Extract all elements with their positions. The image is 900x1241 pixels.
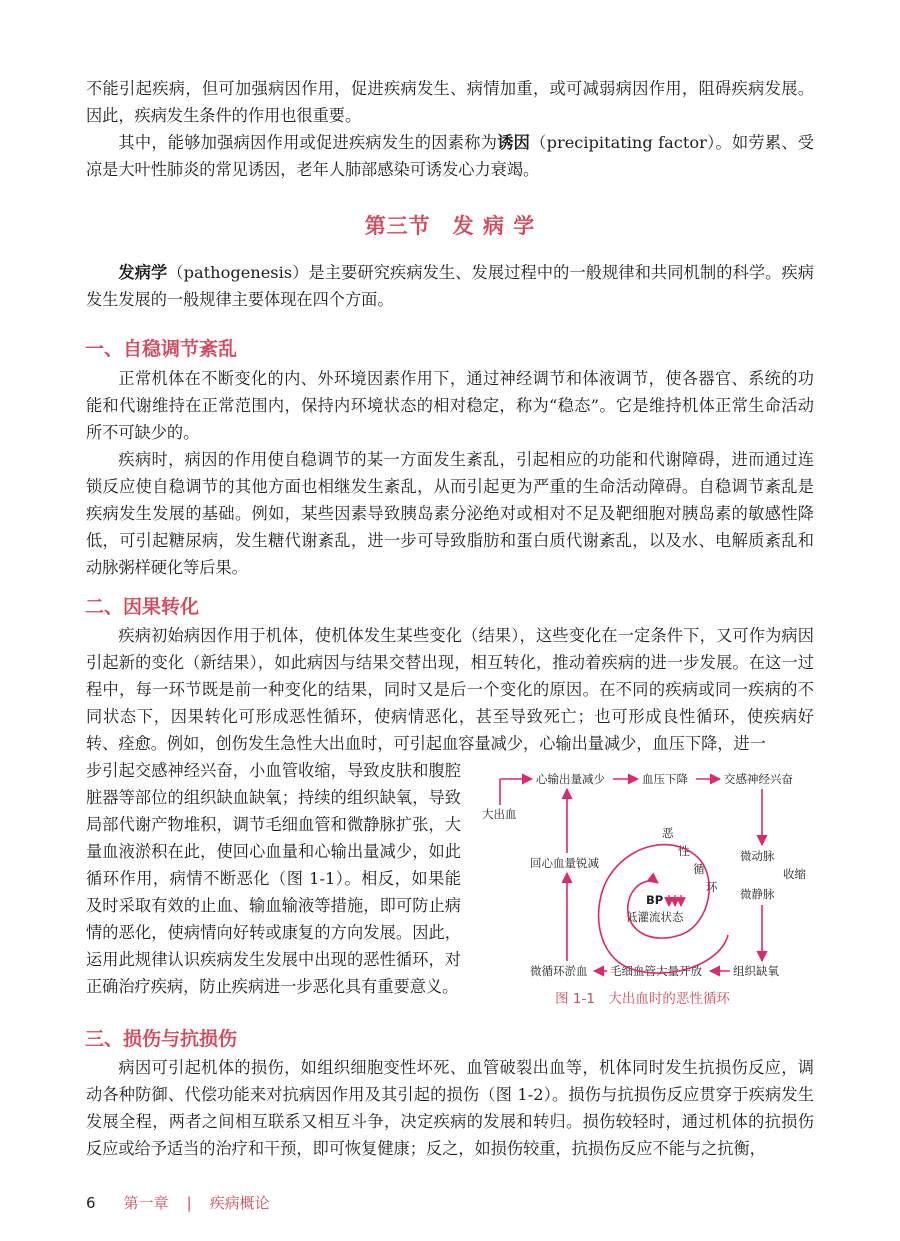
node-bp-drop: 血压下降 <box>642 772 688 786</box>
node-bleeding: 大出血 <box>482 807 517 821</box>
node-hypoxia: 组织缺氧 <box>733 964 779 978</box>
text-run: 其中，能够加强病因作用或促进疾病发生的因素称为 <box>118 133 498 152</box>
node-venules: 微静脉 <box>740 887 775 901</box>
paragraph-precipitating-factor <box>86 129 814 183</box>
node-contract: 收缩 <box>783 867 806 881</box>
paragraph-causality: 疾病初始病因作用于机体，使机体发生某些变化（结果），这些变化在一定条件下，又可作为病因引起新的变化（新结果），如此病因与结果交替出现，相互转化，推动着疾病的进一步发展。在这一过程中，每一环节既是前一种变化的结果，同时又是后一个变化的原因。在不同的疾病或同一疾病的不同状态下，因果转化可形成恶性循环，使病情恶化，甚至导致死亡；也可形成良性循环，使疾病好转、痊愈。例如，创伤发生急性大出血时，可引起血容量减少，心输出量减少，血压下降，进一 <box>86 626 814 753</box>
footer-separator: | <box>186 1194 192 1212</box>
node-micro-stasis: 微循环淤血 <box>530 964 588 978</box>
subsection-heading-causality: 二、因果转化 <box>85 596 200 618</box>
chapter-title: 疾病概论 <box>209 1194 270 1212</box>
keyword-pathogenesis: 发病学 <box>118 263 168 282</box>
node-cardiac-output: 心输出量减少 <box>536 772 605 786</box>
chapter-label: 第一章 <box>123 1194 169 1212</box>
text-run: （pathogenesis）是主要研究疾病发生、发展过程中的一般规律和共同机制的科学。疾病发生发展的一般规律主要体现在四个方面。 <box>86 263 814 309</box>
node-venous-return: 回心血量锐减 <box>530 856 599 870</box>
label-vicious-1: 恶 <box>662 826 674 840</box>
label-vicious-2: 性 <box>678 844 690 858</box>
keyword-precipitating-factor: 诱因 <box>497 133 531 152</box>
bp-down-arrows <box>669 895 681 906</box>
label-low-perfusion: 低灌流状态 <box>626 910 684 924</box>
paragraph-continuation: 不能引起疾病，但可加强病因作用，促进疾病发生、病情加重，或可减弱病因作用，阻碍疾病发展。因此，疾病发生条件的作用也很重要。 <box>86 79 814 125</box>
paragraph-causality-example: 步引起交感神经兴奋，小血管收缩，导致皮肤和腹腔脏器等部位的组织缺血缺氧；持续的组织缺氧，导致局部代谢产物堆积，调节毛细血管和微静脉扩张，大量血液淤积在此，使回心血量和心输出量减少，如此循环作用，病情不断恶化（图 1-1）。相反，如果能及时采取有效的止血、输血输液等措施，即可防止病情的恶化，使病情向好转或康复的方向发展。因此，运用此规律认识疾病发生发展中出现的恶性循环，对正确治疗疾病，防止疾病进一步恶化具有重要意义。 <box>86 761 461 996</box>
vicious-cycle-diagram <box>470 765 815 1005</box>
vicious-cycle-spiral <box>599 845 728 973</box>
label-bp: BP <box>646 893 664 907</box>
section-title: 第三节 发 病 学 <box>364 214 536 238</box>
label-vicious-4: 环 <box>706 880 718 894</box>
paragraph-pathogenesis <box>86 259 814 313</box>
paragraph-homeostasis-disorder: 疾病时，病因的作用使自稳调节的某一方面发生紊乱，引起相应的功能和代谢障碍，进而通过连锁反应使自稳调节的其他方面也相继发生紊乱，从而引起更为严重的生命活动障碍。自稳调节紊乱是疾病发生发展的基础。例如，某些因素导致胰岛素分泌绝对或相对不足及靶细胞对胰岛素的敏感性降低，可引起糖尿病，发生糖代谢紊乱，进一步可导致脂肪和蛋白质代谢紊乱，以及水、电解质紊乱和动脉粥样硬化等后果。 <box>86 450 814 577</box>
node-capillary-open: 毛细血管大量开放 <box>610 964 702 978</box>
figure-caption: 图 1-1 大出血时的恶性循环 <box>555 991 730 1007</box>
subsection-heading-injury: 三、损伤与抗损伤 <box>85 1028 238 1050</box>
page-footer <box>86 1192 270 1213</box>
paragraph-homeostasis: 正常机体在不断变化的内、外环境因素作用下，通过神经调节和体液调节，使各器官、系统的功能和代谢维持在正常范围内，保持内环境状态的相对稳定，称为“稳态”。它是维持机体正常生命活动所不可缺少的。 <box>86 369 814 442</box>
node-sympathetic: 交感神经兴奋 <box>724 772 793 786</box>
page-number: 6 <box>86 1194 96 1212</box>
node-arterioles: 微动脉 <box>740 849 775 863</box>
subsection-heading-homeostasis: 一、自稳调节紊乱 <box>85 338 238 360</box>
text-run: （precipitating factor）。如劳累、受凉是大叶性肺炎的常见诱因，老年人肺部感染可诱发心力衰竭。 <box>86 133 815 179</box>
label-vicious-3: 循 <box>693 862 705 876</box>
paragraph-injury: 病因可引起机体的损伤，如组织细胞变性坏死、血管破裂出血等，机体同时发生抗损伤反应，调动各种防御、代偿功能来对抗病因作用及其引起的损伤（图 1-2）。损伤与抗损伤反应贯穿于疾病发生发展全程，两者之间相互联系又相互斗争，决定疾病的发展和转归。损伤较轻时，通过机体的抗损伤反应或给予适当的治疗和干预，即可恢复健康；反之，如损伤较重，抗损伤反应不能与之抗衡， <box>86 1058 814 1158</box>
